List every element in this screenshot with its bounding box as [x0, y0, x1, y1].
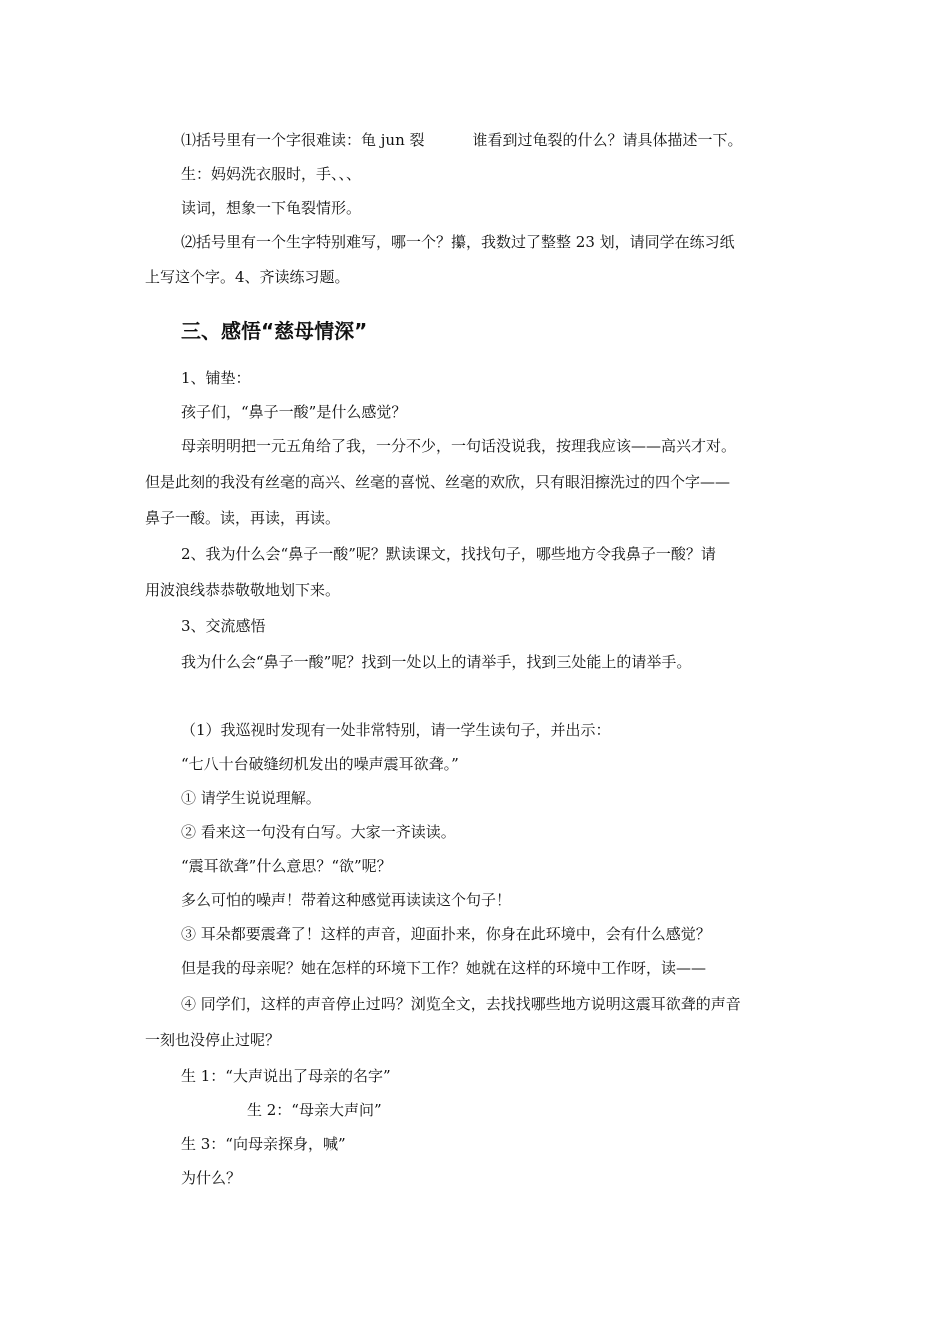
text-line: 鼻子一酸。读，再读，再读。 — [145, 509, 341, 527]
text-segment: 谁看到过龟裂的什么？请具体描述一下。 — [472, 131, 743, 149]
text-line: （1）我巡视时发现有一处非常特别，请一学生读句子，并出示： — [181, 721, 611, 739]
text-line: 孩子们，“鼻子一酸”是什么感觉？ — [181, 403, 407, 421]
text-line: 生：妈妈洗衣服时，手、、、 — [181, 165, 362, 183]
text-line: 但是此刻的我没有丝毫的高兴、丝毫的喜悦、丝毫的欢欣，只有眼泪擦洗过的四个字—— — [145, 473, 731, 491]
text-line: 生 3：“向母亲探身，喊” — [181, 1135, 346, 1153]
text-line: ④ 同学们，这样的声音停止过吗？浏览全文，去找找哪些地方说明这震耳欲聋的声音 — [181, 995, 741, 1013]
text-line: “七八十台破缝纫机发出的噪声震耳欲聋。” — [181, 755, 459, 773]
text-line: 多么可怕的噪声！带着这种感觉再读读这个句子！ — [181, 891, 512, 909]
text-line: “震耳欲聋”什么意思？“欲”呢？ — [181, 857, 392, 875]
text-line: ⑵括号里有一个生字特别难写，哪一个？攥，我数过了整整 23 划，请同学在练习纸 — [181, 233, 735, 251]
text-line: 上写这个字。4、齐读练习题。 — [145, 268, 350, 286]
text-line: ② 看来这一句没有白写。大家一齐读读。 — [181, 823, 456, 841]
text-line: 生 1：“大声说出了母亲的名字” — [181, 1067, 391, 1085]
text-line: ① 请学生说说理解。 — [181, 789, 321, 807]
section-heading: 三、感悟“慈母情深” — [181, 319, 368, 343]
text-line: 为什么？ — [181, 1169, 242, 1187]
text-line — [181, 130, 743, 150]
text-line: 但是我的母亲呢？她在怎样的环境下工作？她就在这样的环境中工作呀，读—— — [181, 959, 707, 977]
text-segment: ⑴括号里有一个字很难读：龟 jun 裂 — [181, 131, 425, 149]
text-line: 母亲明明把一元五角给了我，一分不少，一句话没说我，按理我应该——高兴才对。 — [181, 437, 737, 455]
text-line: 2、我为什么会“鼻子一酸”呢？默读课文，找找句子，哪些地方令我鼻子一酸？请 — [181, 545, 716, 563]
text-line: 3、交流感悟 — [181, 617, 266, 635]
text-line: ③ 耳朵都要震聋了！这样的声音，迎面扑来，你身在此环境中，会有什么感觉？ — [181, 925, 711, 943]
text-line: 读词，想象一下龟裂情形。 — [181, 199, 362, 217]
text-line: 我为什么会“鼻子一酸”呢？找到一处以上的请举手，找到三处能上的请举手。 — [181, 653, 692, 671]
text-line: 生 2：“母亲大声问” — [247, 1101, 382, 1119]
text-line: 1、铺垫： — [181, 369, 251, 387]
text-line: 一刻也没停止过呢？ — [145, 1031, 281, 1049]
text-line: 用波浪线恭恭敬敬地划下来。 — [145, 581, 341, 599]
